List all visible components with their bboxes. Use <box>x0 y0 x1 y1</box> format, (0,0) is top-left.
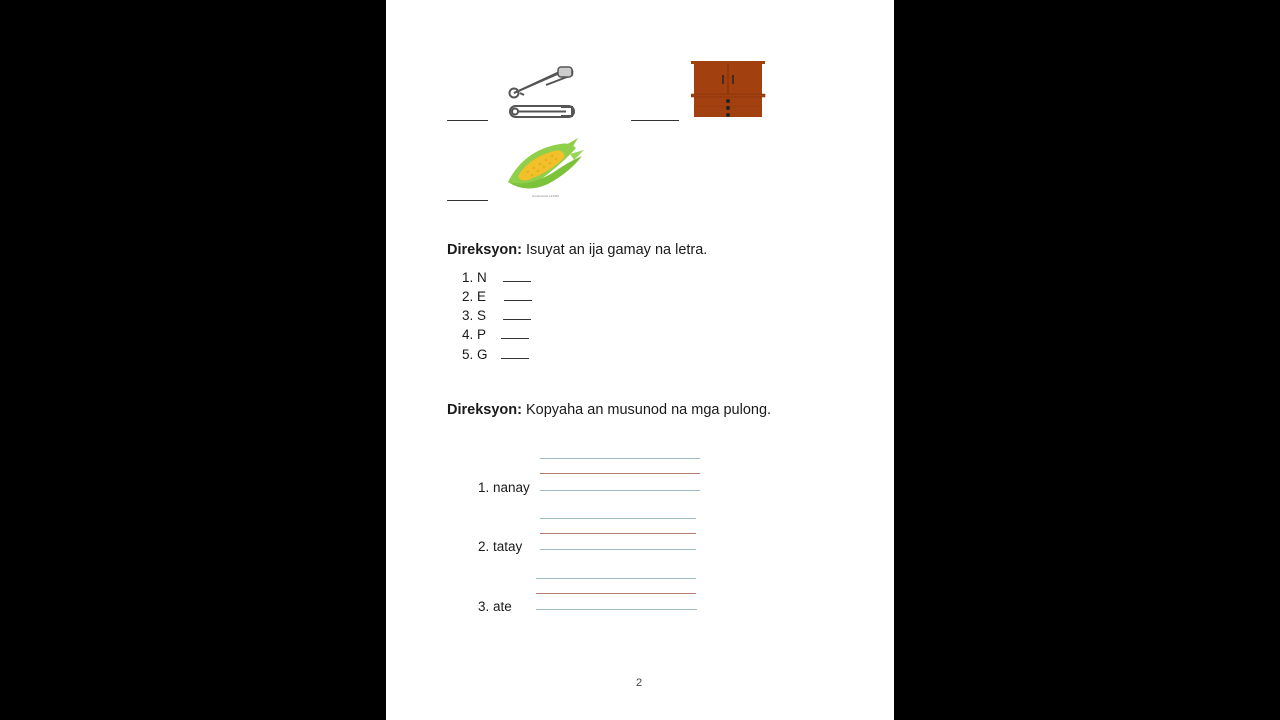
guide-line-base <box>540 549 696 550</box>
directions-text: Isuyat an ija gamay na letra. <box>521 242 708 258</box>
directions-label: Direksyon: <box>447 402 522 418</box>
answer-blank-1 <box>447 120 488 121</box>
page-number: 2 <box>636 677 643 689</box>
directions-text: Kopyaha an musunod na mga pulong. <box>521 402 772 418</box>
item-letter: P <box>477 327 487 342</box>
answer-blank <box>503 319 531 320</box>
document-page <box>386 0 894 720</box>
answer-blank <box>501 338 529 339</box>
guide-line-top <box>540 518 696 519</box>
list-item <box>462 289 486 304</box>
list-item <box>462 270 487 285</box>
guide-line-top <box>540 458 700 459</box>
list-item <box>462 347 488 362</box>
answer-blank <box>501 358 529 359</box>
guide-line-top <box>536 578 696 579</box>
safety-pin-icon <box>506 63 578 121</box>
answer-blank <box>504 300 532 301</box>
guide-line-base <box>540 490 700 491</box>
copy-word-1: 1. nanay <box>478 480 530 495</box>
directions-2 <box>447 402 771 418</box>
item-letter: S <box>477 308 487 323</box>
list-item <box>462 327 486 342</box>
cabinet-icon <box>691 60 766 120</box>
directions-label: Direksyon: <box>447 242 522 258</box>
guide-line-middle <box>540 473 700 474</box>
item-number: 2. <box>462 289 474 304</box>
guide-line-middle <box>536 593 696 594</box>
item-letter: E <box>477 289 487 304</box>
copy-word-3: 3. ate <box>478 599 512 614</box>
item-letter: N <box>477 270 487 285</box>
item-number: 4. <box>462 327 474 342</box>
answer-blank-3 <box>447 200 488 201</box>
image-caption: shutterstock 123456 <box>532 194 560 198</box>
item-number: 5. <box>462 347 474 362</box>
item-letter: G <box>477 347 488 362</box>
answer-blank <box>503 281 531 282</box>
copy-word-2: 2. tatay <box>478 539 523 554</box>
directions-1 <box>447 242 707 258</box>
guide-line-base <box>536 609 697 610</box>
item-number: 3. <box>462 308 474 323</box>
answer-blank-2 <box>631 120 679 121</box>
list-item <box>462 308 486 323</box>
guide-line-middle <box>540 533 696 534</box>
corn-icon <box>504 138 586 200</box>
item-number: 1. <box>462 270 474 285</box>
